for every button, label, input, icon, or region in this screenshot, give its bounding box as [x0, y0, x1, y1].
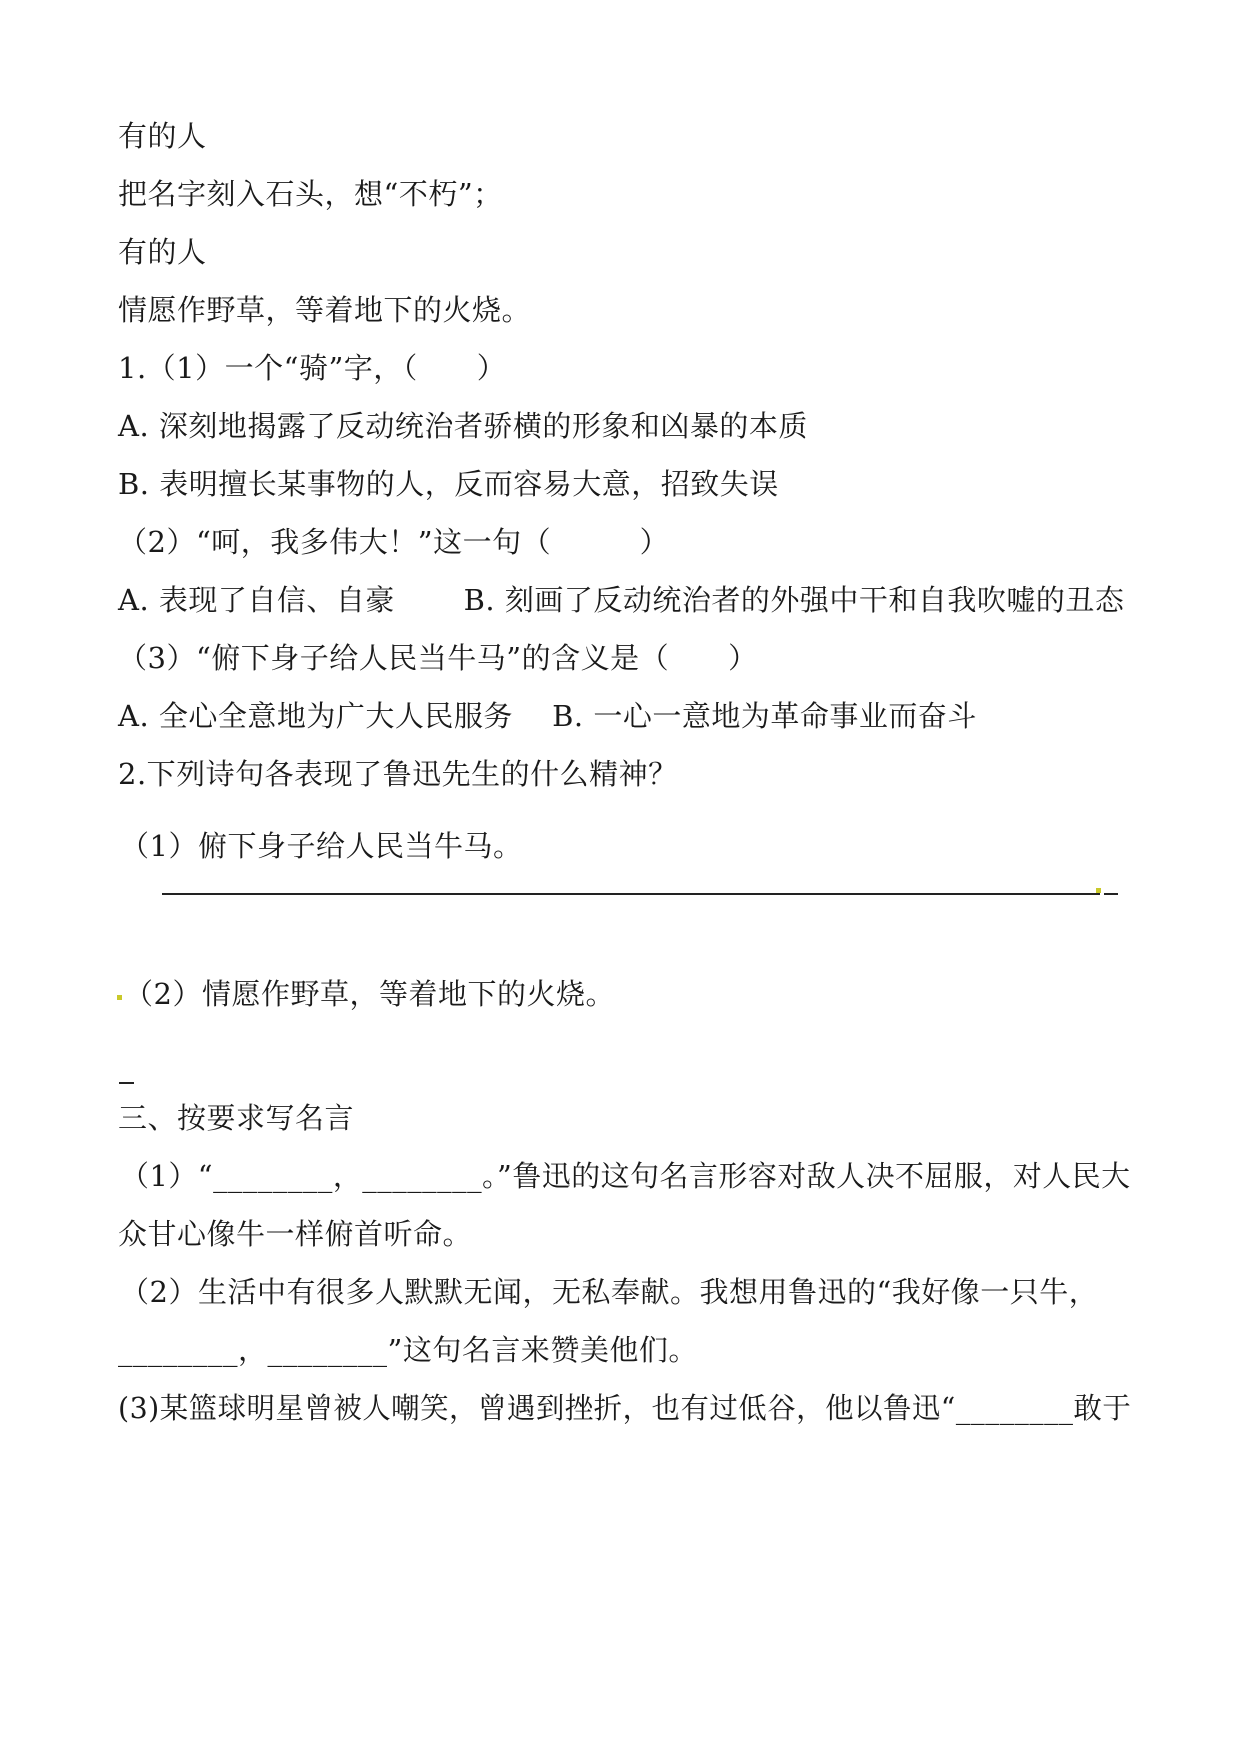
answer-line-2-1[interactable]: [162, 893, 1100, 895]
section-3-item-1-line-1: （1）“________，________。”鲁迅的这句名言形容对敌人决不屈服，对人民大: [120, 1159, 1131, 1193]
section-3-item-1-line-2: 众甘心像牛一样俯首听命。: [118, 1217, 473, 1251]
poem-line-1: 有的人: [118, 119, 207, 153]
question-1-2-stem: （2）“呵，我多伟大！”这一句（ ）: [118, 525, 670, 559]
trailing-dash: [1104, 893, 1118, 895]
highlight-mark: [1096, 888, 1101, 893]
question-1-1-option-a: A. 深刻地揭露了反动统治者骄横的形象和凶暴的本质: [118, 409, 808, 443]
question-2-stem: 2.下列诗句各表现了鲁迅先生的什么精神？: [118, 757, 678, 791]
answer-stub-2-2[interactable]: [119, 1082, 134, 1084]
section-3-item-2-line-1: （2）生活中有很多人默默无闻，无私奉献。我想用鲁迅的“我好像一只牛，: [120, 1275, 1099, 1309]
question-2-2-prompt: （2）情愿作野草，等着地下的火烧。: [124, 977, 615, 1011]
question-1-1-stem: 1.（1）一个“骑”字，（ ）: [118, 351, 507, 385]
section-3-item-3-line-1: (3)某篮球明星曾被人嘲笑，曾遇到挫折，也有过低谷，他以鲁迅“________敢于: [118, 1391, 1132, 1425]
question-2-1-prompt: （1）俯下身子给人民当牛马。: [120, 829, 523, 863]
poem-line-3: 有的人: [118, 235, 207, 269]
poem-line-4: 情愿作野草，等着地下的火烧。: [118, 293, 532, 327]
question-1-3-options: A. 全心全意地为广大人民服务 B. 一心一意地为革命事业而奋斗: [118, 699, 977, 733]
highlight-mark: [117, 995, 122, 1000]
section-3-item-2-line-2: ________，________”这句名言来赞美他们。: [118, 1333, 698, 1367]
poem-line-2: 把名字刻入石头，想“不朽”；: [118, 177, 503, 211]
question-1-3-stem: （3）“俯下身子给人民当牛马”的含义是（ ）: [118, 641, 758, 675]
question-1-1-option-b: B. 表明擅长某事物的人，反而容易大意，招致失误: [118, 467, 779, 501]
question-1-2-options: A. 表现了自信、自豪 B. 刻画了反动统治者的外强中干和自我吹嘘的丑态: [118, 583, 1125, 617]
section-3-heading: 三、按要求写名言: [118, 1101, 355, 1135]
